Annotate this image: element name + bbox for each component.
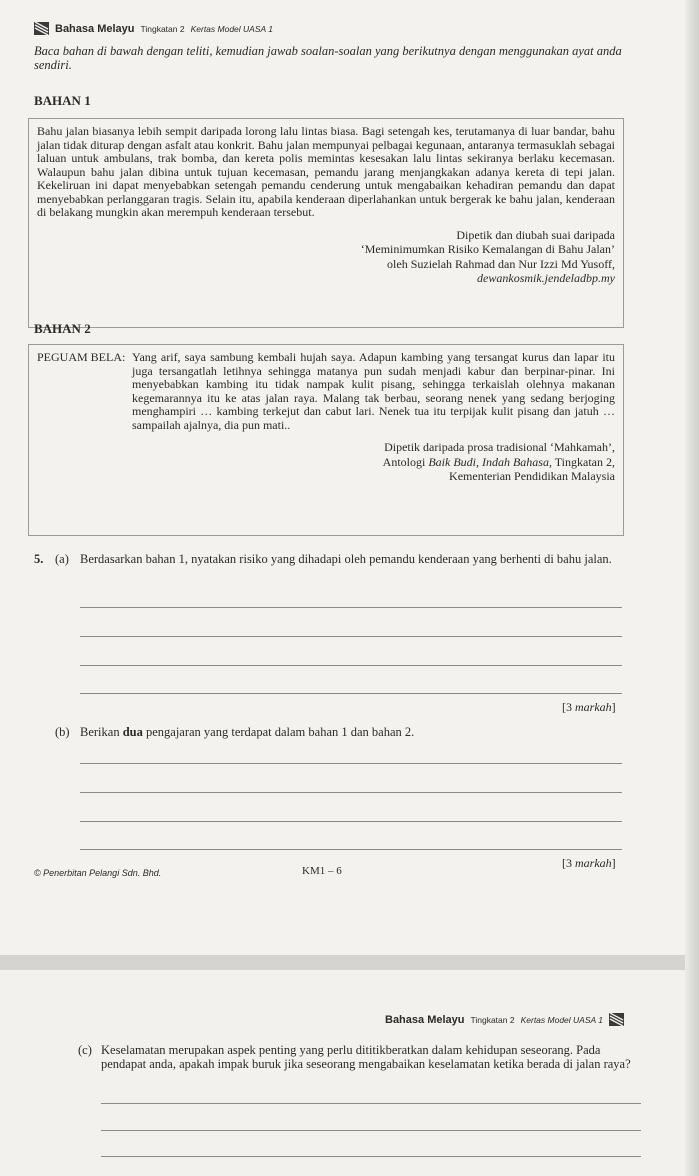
question-5c-text: Keselamatan merupakan aspek penting yang perlu dititikberatkan dalam kehidupan seseorang. Pada pendapat anda, apakah impak buruk jika seseorang mengabaikan keselamatan ketika berada di jalan raya?: [101, 1043, 631, 1071]
question-5b-post: pengajaran yang terdapat dalam bahan 1 dan bahan 2.: [142, 725, 415, 739]
bahan2-box: [28, 344, 624, 536]
header-paper: Kertas Model UASA 1: [190, 23, 273, 34]
bahan1-text: Bahu jalan biasanya lebih sempit daripada lorong lalu lintas biasa. Bagi setengah kes, terutamanya di luar bandar, bahu jalan tidak diturap dengan asfalt atau konkrit. Bahu jalan mempunyai pelbagai kegunaan, antaranya termasuklah sebagai laluan untuk ambulans, trak bomba, dan kereta polis memintas kesesakan lalu lintas sekiranya berlaku kecemasan. Walaupun bahu jalan dibina untuk tujuan kecemasan, pemandu jarang menjangkakan adanya kereta di tepi jalan. Kekeliruan ini dapat menyebabkan setengah pemandu cenderung untuk mengabaikan kehadiran pemandu dan dapat menyebabkan perlanggaran tragis. Selain itu, apabila kenderaan diperlahankan untuk bergerak ke bahu jalan, kenderaan di belakang mungkin akan merempuh kenderaan tersebut.: [37, 124, 615, 219]
page-header: [34, 22, 273, 35]
header-level: Tingkatan 2: [140, 23, 185, 34]
book-spine-shadow: [685, 0, 699, 1176]
marks-5b-word: markah: [575, 856, 612, 870]
answer-line-5b-1[interactable]: [80, 763, 622, 764]
answer-line-5a-1[interactable]: [80, 607, 622, 608]
bahan2-speaker: PEGUAM BELA:: [37, 350, 126, 364]
footer-publisher: © Penerbitan Pelangi Sdn. Bhd.: [34, 868, 162, 878]
bahan2-source-line3: Kementerian Pendidikan Malaysia: [449, 469, 615, 483]
bahan1-source-line1: Dipetik dan diubah suai daripada: [456, 227, 615, 242]
bahan1-title: BAHAN 1: [34, 93, 91, 108]
instruction: Baca bahan di bawah dengan teliti, kemudian jawab soalan-soalan yang berikutnya dengan menggunakan ayat anda sendiri.: [34, 44, 622, 72]
answer-line-5a-2[interactable]: [80, 636, 622, 637]
bahan1-source: [37, 228, 615, 286]
header-subject: Bahasa Melayu: [55, 22, 135, 35]
answer-line-5c-2[interactable]: [101, 1130, 641, 1131]
bahan1-box: [28, 118, 624, 328]
answer-line-5a-4[interactable]: [80, 693, 622, 694]
answer-line-5b-2[interactable]: [80, 792, 622, 793]
question-5b-pre: Berikan: [80, 725, 123, 739]
bahan1-source-line4: dewankosmik.jendeladbp.my: [477, 271, 615, 285]
bahan2-source-line2: [37, 455, 615, 470]
question-5a-label: (a): [55, 552, 69, 566]
page-gap: [0, 955, 699, 970]
marks-5a: [562, 700, 616, 715]
question-5b-bold: dua: [122, 725, 143, 739]
bahan1-source-line2: ‘Meminimumkan Risiko Kemalangan di Bahu Jalan’: [360, 242, 615, 256]
page2-header-paper: Kertas Model UASA 1: [520, 1014, 603, 1025]
publisher-logo-icon: [34, 22, 49, 35]
marks-5a-word: markah: [575, 700, 612, 714]
answer-line-5a-3[interactable]: [80, 665, 622, 666]
question-5b-text: [80, 725, 624, 739]
page2-publisher-logo-icon: [609, 1013, 624, 1026]
marks-5b: [562, 856, 616, 871]
marks-5b-num: [3: [562, 856, 575, 870]
page-two: [0, 970, 699, 1176]
marks-5a-end: ]: [611, 700, 616, 714]
bahan2-source-antologi: Antologi: [382, 454, 429, 469]
page2-header-level: Tingkatan 2: [470, 1014, 515, 1025]
answer-line-5c-1[interactable]: [101, 1103, 641, 1104]
answer-line-5b-3[interactable]: [80, 821, 622, 822]
page2-header-subject: Bahasa Melayu: [385, 1013, 465, 1026]
bahan2-source: [37, 440, 615, 484]
marks-5b-end: ]: [611, 856, 616, 870]
bahan2-source-title: Baik Budi, Indah Bahasa,: [428, 454, 552, 469]
marks-5a-num: [3: [562, 700, 575, 714]
footer-page-number: KM1 – 6: [302, 865, 342, 877]
bahan2-title: BAHAN 2: [34, 321, 91, 336]
bahan2-dialogue: [37, 351, 615, 432]
answer-line-5b-4[interactable]: [80, 849, 622, 850]
answer-line-5c-3[interactable]: [101, 1156, 641, 1157]
bahan2-source-level: Tingkatan 2,: [551, 454, 615, 469]
bahan1-source-line3: oleh Suzielah Rahmad dan Nur Izzi Md Yusoff,: [387, 256, 615, 271]
bahan2-text: Yang arif, saya sambung kembali hujah saya. Adapun kambing yang tersangat kurus dan lapar itu juga tersangatlah letihnya sehingga matanya pun sudah menjadi kabur dan berpinar-pinar. Ini menyebabkan kambing itu tidak nampak kulit pisang, sehingga terkaislah olehnya makanan kegemarannya itu ke atas jalan raya. Malang tak berbau, seorang nenek yang sedang berjoging menghampiri … kambing terkejut dan cabut lari. Nenek tua itu terpijak kulit pisang dan jatuh … sampailah ajalnya, dia pun mati..: [132, 350, 615, 432]
question-number: 5.: [34, 552, 44, 566]
question-5c-label: (c): [78, 1043, 92, 1057]
bahan2-source-line1: Dipetik daripada prosa tradisional ‘Mahkamah’,: [384, 440, 615, 454]
question-5b-label: (b): [55, 725, 70, 739]
page2-header: [385, 1013, 624, 1026]
question-5a-text: Berdasarkan bahan 1, nyatakan risiko yang dihadapi oleh pemandu kenderaan yang berhenti di bahu jalan.: [80, 552, 612, 566]
